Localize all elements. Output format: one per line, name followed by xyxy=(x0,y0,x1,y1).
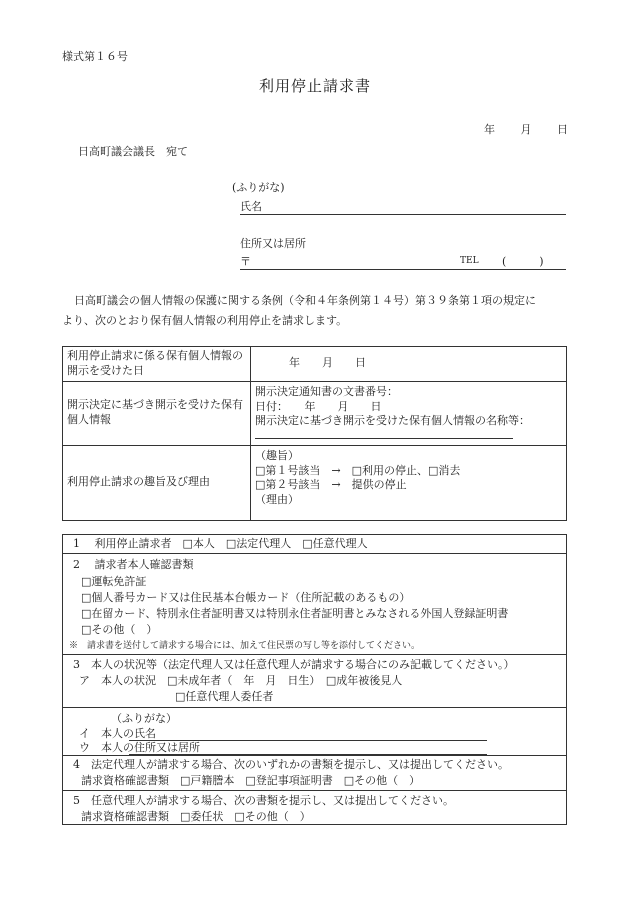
postal-mark: 〒 xyxy=(240,255,251,268)
addressee: 日高町議会議長 宛て xyxy=(78,145,188,158)
section-2-item-2[interactable]: □個人番号カード又は住民基本台帳カード（住所記載のあるもの） xyxy=(81,591,411,604)
row2-line1: 開示決定通知書の文書番号： xyxy=(255,384,398,398)
section-2-note: ※ 請求書を送付して請求する場合には、加えて住民票の写し等を添付してください。 xyxy=(69,641,421,651)
section-2 xyxy=(63,554,566,655)
intro-text xyxy=(62,291,568,331)
intro-line-1: 日高町議会の個人情報の保護に関する条例（令和４年条例第１４号）第３９条第１項の規定に xyxy=(74,294,536,307)
section-2-item-4[interactable]: □その他（ ） xyxy=(81,623,158,636)
requester-info-box xyxy=(62,534,567,825)
row2-line2: 日付： 年 月 日 xyxy=(255,399,382,413)
furigana-label: (ふりがな) xyxy=(232,181,285,194)
section-5-title: 5 任意代理人が請求する場合、次の書類を提示し、又は提出してください。 xyxy=(73,794,454,807)
address-label: 住所又は居所 xyxy=(240,237,306,250)
row3-label: 利用停止請求の趣旨及び理由 xyxy=(63,445,251,520)
section-5 xyxy=(63,791,566,826)
section-3-line-u: ウ 本人の住所又は居所 xyxy=(79,741,200,754)
row3-line1: （趣旨） xyxy=(255,448,299,462)
row3-line2[interactable]: □第１号該当 → □利用の停止、□消去 xyxy=(255,463,461,477)
section-2-item-3[interactable]: □在留カード、特別永住者証明書又は特別永住者証明書とみなされる外国人登録証明書 xyxy=(81,607,509,620)
row1-label: 利用停止請求に係る保有個人情報の開示を受けた日 xyxy=(63,347,251,382)
date-year: 年 xyxy=(484,123,495,136)
form-number: 様式第１６号 xyxy=(62,50,128,63)
section-1-text[interactable]: 1 利用停止請求者 □本人 □法定代理人 □任意代理人 xyxy=(73,537,368,550)
row3-line4: （理由） xyxy=(255,493,299,507)
section-3-furigana: （ふりがな） xyxy=(111,712,177,725)
row3-value[interactable] xyxy=(251,445,567,520)
section-1 xyxy=(63,535,566,554)
section-3-line-i: イ 本人の氏名 xyxy=(79,727,156,740)
section-4-line[interactable]: 請求資格確認書類 □戸籍謄本 □登記事項証明書 □その他（ ） xyxy=(81,774,421,787)
intro-line-2: より、次のとおり保有個人情報の利用停止を請求します。 xyxy=(62,314,348,327)
section-3-line-a[interactable]: ア 本人の状況 □未成年者（ 年 月 日生） □成年被後見人 xyxy=(79,674,403,687)
section-5-line[interactable]: 請求資格確認書類 □委任状 □その他（ ） xyxy=(81,810,311,823)
tel-label: TEL xyxy=(460,256,479,266)
section-3-title: 3 本人の状況等（法定代理人又は任意代理人が請求する場合にのみ記載してください。） xyxy=(73,658,515,671)
name-field[interactable] xyxy=(240,200,566,215)
row2-line3: 開示決定に基づき開示を受けた保有個人情報の名称等： xyxy=(255,414,530,428)
name-label: 氏名 xyxy=(240,200,262,213)
section-3 xyxy=(63,655,566,756)
section-3-divider xyxy=(63,707,566,708)
section-2-title: 2 請求者本人確認書類 xyxy=(73,558,194,571)
section-2-item-1[interactable]: □運転免許証 xyxy=(81,575,147,588)
request-details-table xyxy=(62,346,567,521)
date-day: 日 xyxy=(557,123,568,136)
section-3-line-a2[interactable]: □任意代理人委任者 xyxy=(175,690,274,703)
row2-underline xyxy=(255,429,513,439)
date-month: 月 xyxy=(520,123,532,136)
section-4 xyxy=(63,756,566,791)
row1-date: 年 月 日 xyxy=(289,356,366,370)
tel-paren: ( ) xyxy=(502,255,544,268)
row2-value[interactable] xyxy=(251,381,567,445)
row1-value[interactable] xyxy=(251,347,567,382)
principal-name-field[interactable] xyxy=(129,727,487,741)
page-title: 利用停止請求書 xyxy=(258,77,371,95)
address-field[interactable] xyxy=(240,255,566,270)
row2-label: 開示決定に基づき開示を受けた保有個人情報 xyxy=(63,381,251,445)
date-line xyxy=(484,123,568,138)
principal-address-field[interactable] xyxy=(129,741,487,755)
row3-line3[interactable]: □第２号該当 → 提供の停止 xyxy=(255,478,407,492)
section-4-title: 4 法定代理人が請求する場合、次のいずれかの書類を提示し、又は提出してください。 xyxy=(73,758,509,771)
